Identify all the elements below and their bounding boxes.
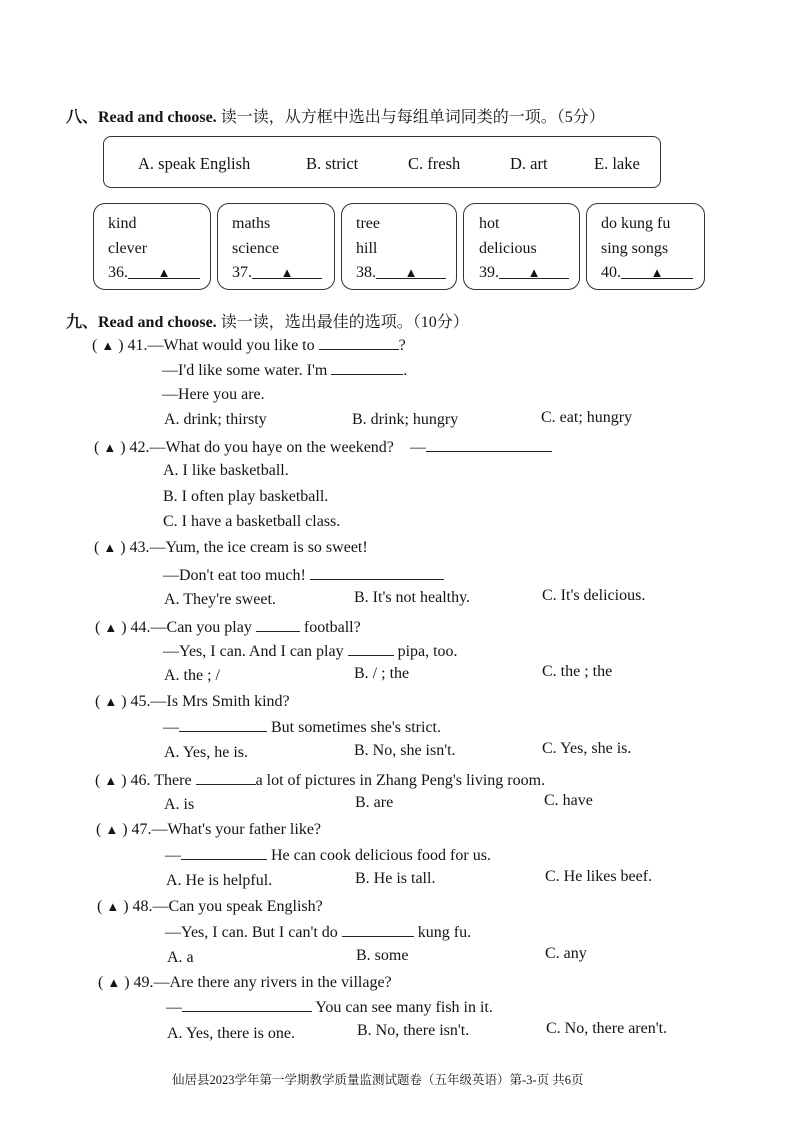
choice-b[interactable]: B. / ; the <box>354 665 410 682</box>
question-number: 45. <box>130 693 151 710</box>
question-number: 39. <box>479 264 499 281</box>
question-number: 48. <box>132 898 153 915</box>
triangle-icon[interactable]: ▲ <box>106 899 120 914</box>
choice-c[interactable]: C. He likes beef. <box>545 868 653 885</box>
paren: ( <box>95 619 101 636</box>
question-41 <box>92 335 406 355</box>
question-48-line2 <box>165 922 471 942</box>
paren: ( <box>97 898 103 915</box>
choice-b[interactable]: B. He is tall. <box>355 870 436 887</box>
question-text: pipa, too. <box>397 643 458 660</box>
question-text: You can see many fish in it. <box>315 999 493 1016</box>
question-41-line2 <box>162 360 407 380</box>
group-word-2: hill <box>356 240 378 257</box>
section-9-title <box>66 309 469 332</box>
answer-37[interactable] <box>232 264 322 282</box>
choice-c[interactable]: C. the ; the <box>542 663 613 680</box>
choice-c[interactable]: C. eat; hungry <box>541 409 633 426</box>
paren: ( <box>94 539 100 556</box>
choice-b[interactable]: B. some <box>356 947 409 964</box>
answer-blank[interactable] <box>182 997 312 1012</box>
question-46 <box>95 770 545 790</box>
question-number: 37. <box>232 264 252 281</box>
question-text: . <box>403 362 408 379</box>
question-text: —What's your father like? <box>151 821 322 838</box>
triangle-icon[interactable]: ▲ <box>104 773 118 788</box>
answer-blank[interactable] <box>181 845 267 860</box>
choice-a[interactable]: A. Yes, there is one. <box>167 1025 295 1042</box>
choice-b[interactable]: B. It's not healthy. <box>354 589 471 606</box>
question-text: —Don't eat too much! <box>163 567 306 584</box>
answer-blank[interactable] <box>331 360 403 375</box>
section-8-title <box>66 104 605 127</box>
question-number: 38. <box>356 264 376 281</box>
answer-39[interactable] <box>479 264 569 282</box>
question-number: 41. <box>127 337 148 354</box>
group-word-2: sing songs <box>601 240 669 257</box>
paren: ( <box>94 439 100 456</box>
triangle-icon[interactable]: ▲ <box>101 338 115 353</box>
option-a: A. speak English <box>138 154 251 173</box>
paren: ) <box>118 337 124 354</box>
choice-a[interactable]: A. the ; / <box>164 667 220 684</box>
paren: ( <box>98 974 104 991</box>
question-45 <box>95 693 290 711</box>
question-text: —Yum, the ice cream is so sweet! <box>149 539 368 556</box>
answer-blank[interactable] <box>426 437 552 452</box>
option-c: C. fresh <box>408 154 461 173</box>
question-text: He can cook delicious food for us. <box>271 847 491 864</box>
paren: ( <box>92 337 98 354</box>
triangle-icon: ▲ <box>280 265 294 280</box>
question-number: 46. <box>130 772 151 789</box>
section-9-heading: 九、Read and choose. <box>66 314 217 331</box>
answer-36[interactable] <box>108 264 200 282</box>
triangle-icon[interactable]: ▲ <box>103 540 117 555</box>
choice-c[interactable]: C. any <box>545 945 587 962</box>
question-number: 36. <box>108 264 128 281</box>
question-48 <box>97 898 323 916</box>
paren: ( <box>95 693 101 710</box>
choice-b[interactable]: B. No, she isn't. <box>354 742 456 759</box>
question-text: —Is Mrs Smith kind? <box>150 693 290 710</box>
question-text: a lot of pictures in Zhang Peng's living room. <box>255 772 546 789</box>
question-text: —Yes, I can. But I can't do <box>165 924 338 941</box>
answer-blank[interactable] <box>348 641 394 656</box>
option-e: E. lake <box>594 154 640 173</box>
answer-40[interactable] <box>601 264 693 282</box>
triangle-icon[interactable]: ▲ <box>103 440 117 455</box>
answer-blank[interactable] <box>310 565 444 580</box>
paren: ) <box>120 539 126 556</box>
section-9-instruction: 读一读，选出最佳的选项。（10分） <box>216 314 469 331</box>
section-8-heading: 八、Read and choose. <box>66 109 217 126</box>
paren: ) <box>121 772 127 789</box>
question-41-line3: —Here you are. <box>162 386 265 403</box>
choice-c[interactable]: C. I have a basketball class. <box>163 513 341 530</box>
question-text: — <box>409 439 426 456</box>
choice-a[interactable]: A. drink; thirsty <box>164 411 267 428</box>
question-43 <box>94 539 368 557</box>
paren: ) <box>120 439 126 456</box>
triangle-icon[interactable]: ▲ <box>104 620 118 635</box>
triangle-icon[interactable]: ▲ <box>104 694 118 709</box>
group-word-1: kind <box>108 215 137 232</box>
question-text: football? <box>303 619 361 636</box>
paren: ) <box>122 821 128 838</box>
choice-a[interactable]: A. He is helpful. <box>166 872 273 889</box>
question-text: —I'd like some water. I'm <box>162 362 328 379</box>
triangle-icon[interactable]: ▲ <box>105 822 119 837</box>
choice-b[interactable]: B. drink; hungry <box>352 411 459 428</box>
choice-a[interactable]: A. is <box>164 796 195 813</box>
question-text: —Can you speak English? <box>152 898 323 915</box>
choice-c[interactable]: C. Yes, she is. <box>542 740 632 757</box>
question-number: 40. <box>601 264 621 281</box>
group-word-1: do kung fu <box>601 215 671 232</box>
group-word-2: clever <box>108 240 148 257</box>
question-text: —Yes, I can. And I can play <box>163 643 344 660</box>
option-d: D. art <box>510 154 548 173</box>
triangle-icon: ▲ <box>650 265 664 280</box>
page-footer: 仙居县2023学年第一学期教学质量监测试题卷（五年级英语）第-3-页 共6页 <box>172 1073 584 1087</box>
question-44-line2 <box>163 641 458 661</box>
question-number: 44. <box>130 619 151 636</box>
answer-blank[interactable] <box>342 922 414 937</box>
choice-a[interactable]: A. I like basketball. <box>163 462 289 479</box>
question-text: ? <box>398 337 406 354</box>
choice-b[interactable]: B. I often play basketball. <box>163 488 329 505</box>
answer-blank[interactable] <box>319 335 399 350</box>
group-word-1: maths <box>232 215 271 232</box>
choice-a[interactable]: A. Yes, he is. <box>164 744 249 761</box>
question-text: —Are there any rivers in the village? <box>153 974 392 991</box>
question-text: —What would you like to <box>147 337 315 354</box>
choice-a[interactable]: A. They're sweet. <box>164 591 276 608</box>
group-word-1: hot <box>479 215 500 232</box>
question-text: But sometimes she's strict. <box>271 719 441 736</box>
question-number: 43. <box>129 539 150 556</box>
question-text: There <box>154 772 192 789</box>
question-text: —Can you play <box>150 619 252 636</box>
triangle-icon: ▲ <box>404 265 418 280</box>
question-number: 42. <box>129 439 150 456</box>
question-text: — <box>163 719 179 736</box>
answer-blank[interactable] <box>256 617 300 632</box>
paren: ( <box>95 772 101 789</box>
triangle-icon: ▲ <box>157 265 171 280</box>
question-text: kung fu. <box>417 924 472 941</box>
question-text: — <box>166 999 182 1016</box>
choice-c[interactable]: C. have <box>544 792 593 809</box>
paren: ) <box>121 619 127 636</box>
triangle-icon[interactable]: ▲ <box>107 975 121 990</box>
choice-a[interactable]: A. a <box>167 949 194 966</box>
question-49-line2 <box>166 997 493 1017</box>
question-text: — <box>165 847 181 864</box>
triangle-icon: ▲ <box>527 265 541 280</box>
question-text: —What do you haye on the weekend? <box>149 439 394 456</box>
answer-blank[interactable] <box>179 717 267 732</box>
question-43-line2 <box>163 565 444 585</box>
choice-c[interactable]: C. It's delicious. <box>542 587 646 604</box>
question-47 <box>96 821 321 839</box>
choice-c[interactable]: C. No, there aren't. <box>546 1020 668 1037</box>
answer-38[interactable] <box>356 264 446 282</box>
group-word-2: delicious <box>479 240 537 257</box>
option-b: B. strict <box>306 154 359 173</box>
paren: ) <box>124 974 130 991</box>
answer-blank[interactable] <box>196 770 256 785</box>
paren: ) <box>123 898 129 915</box>
choice-b[interactable]: B. No, there isn't. <box>357 1022 470 1039</box>
question-49 <box>98 974 392 992</box>
choice-b[interactable]: B. are <box>355 794 394 811</box>
question-47-line2 <box>165 845 491 865</box>
paren: ( <box>96 821 102 838</box>
section-8-instruction: 读一读，从方框中选出与每组单词同类的一项。（5分） <box>216 109 605 126</box>
question-45-line2 <box>163 717 441 737</box>
question-44 <box>95 617 361 637</box>
question-42 <box>94 437 552 457</box>
question-number: 49. <box>133 974 154 991</box>
group-word-1: tree <box>356 215 380 232</box>
paren: ) <box>121 693 127 710</box>
question-number: 47. <box>131 821 152 838</box>
group-word-2: science <box>232 240 280 257</box>
